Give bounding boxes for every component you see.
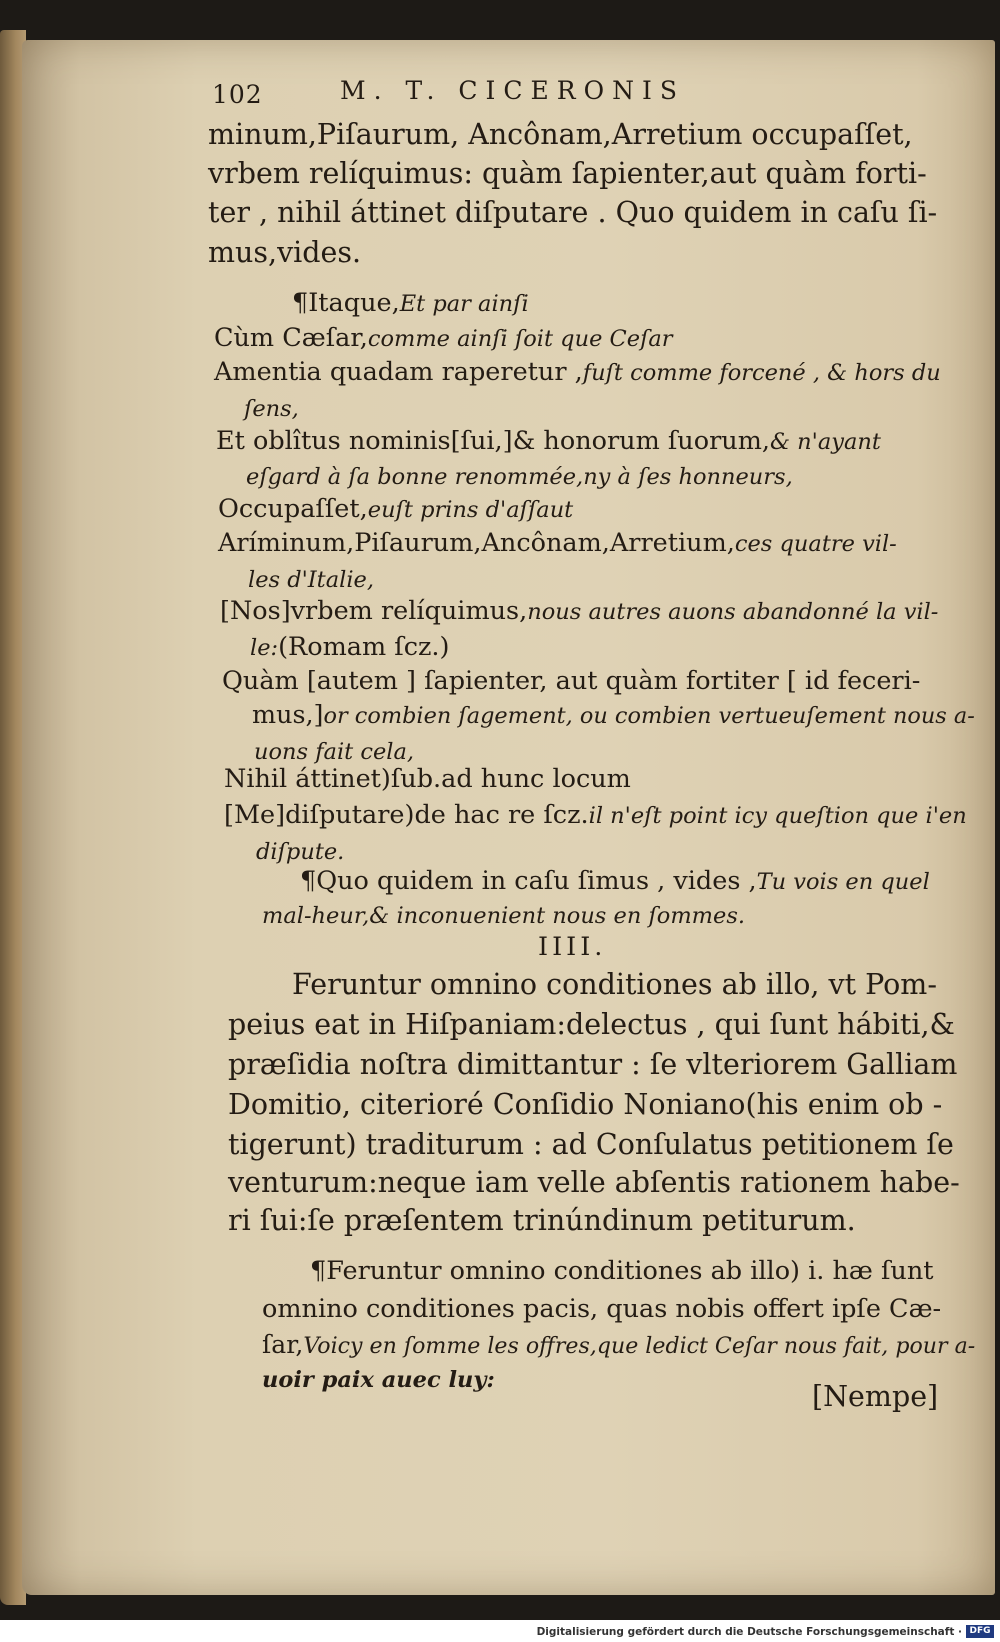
exposition-line: Amentia quadam raperetur ,fuſt comme forcené , & hors du (214, 357, 941, 387)
running-title: M. T. CICERONIS (340, 76, 685, 105)
exposition-line: Cùm Cæſar,comme ainſi ſoit que Ceſar (214, 323, 673, 353)
paragraph-line: tigerunt) traditurum : ad Conſulatus petitionem ſe (228, 1128, 954, 1161)
exposition-line: le:(Romam ſcz.) (250, 632, 450, 662)
exposition-line: [Me]diſputare)de hac re ſcz.il n'eſt point icy queſtion que i'en (224, 800, 967, 830)
paragraph-line: præſidia noſtra dimittantur : ſe vlteriorem Galliam (228, 1048, 958, 1081)
exposition-line: mal-heur,& inconuenient nous en ſommes. (262, 903, 746, 929)
exposition-line: uons fait cela, (254, 739, 415, 765)
commentary-line: omnino conditiones pacis, quas nobis offert ipſe Cæ- (262, 1294, 942, 1324)
paragraph-line: ri ſui:ſe præſentem trinúndinum petiturum. (228, 1204, 856, 1237)
body-line: mus,vides. (208, 236, 362, 269)
paragraph-line: venturum:neque iam velle abſentis rationem habe- (228, 1166, 960, 1199)
exposition-line: Et oblîtus nominis[ſui,]& honorum ſuorum,& n'ayant (216, 426, 881, 456)
exposition-line: ſens, (244, 396, 299, 422)
page-number: 102 (212, 80, 263, 109)
commentary-line: uoir paix auec luy: (262, 1367, 495, 1393)
dfg-logo-icon: DFG (966, 1625, 994, 1638)
body-line: minum,Piſaurum, Ancônam,Arretium occupaſſet, (208, 118, 913, 151)
exposition-line: ¶Itaque,Et par ainſi (292, 288, 529, 318)
exposition-line: Aríminum,Piſaurum,Ancônam,Arretium,ces quatre vil- (218, 528, 897, 558)
exposition-line: [Nos]vrbem relíquimus,nous autres auons abandonné la vil- (220, 596, 939, 626)
exposition-line: Nihil áttinet)ſub.ad hunc locum (224, 764, 631, 794)
commentary-line: ſar,Voicy en ſomme les offres,que ledict Ceſar nous fait, pour a- (262, 1330, 976, 1360)
exposition-line: eſgard à ſa bonne renommée,ny à ſes honneurs, (246, 464, 793, 490)
section-heading: IIII. (538, 932, 607, 962)
exposition-line: Occupaſſet,euſt prins d'aſſaut (218, 494, 574, 524)
funding-credit: Digitalisierung gefördert durch die Deutsche Forschungsgemeinschaft · (536, 1626, 962, 1638)
exposition-line: diſpute. (256, 839, 345, 865)
body-line: vrbem relíquimus: quàm ſapienter,aut quàm forti- (208, 157, 927, 190)
body-line: ter , nihil áttinet diſputare . Quo quidem in caſu ſi- (208, 196, 938, 229)
paragraph-line: Feruntur omnino conditiones ab illo, vt Pom- (292, 968, 937, 1001)
exposition-line: les d'Italie, (248, 567, 375, 593)
paragraph-line: Domitio, citerioré Conſidio Noniano(his enim ob - (228, 1088, 943, 1121)
exposition-line: mus,]or combien ſagement, ou combien vertueuſement nous a- (252, 700, 975, 730)
catchword: [Nempe] (812, 1380, 939, 1413)
exposition-line: ¶Quo quidem in caſu ſimus , vides ,Tu vois en quel (300, 866, 930, 896)
exposition-line: Quàm [autem ] ſapienter, aut quàm fortiter [ id feceri- (222, 666, 921, 696)
commentary-line: ¶Feruntur omnino conditiones ab illo) i. hæ ſunt (310, 1256, 934, 1286)
paragraph-line: peius eat in Hiſpaniam:delectus , qui ſunt hábiti,& (228, 1008, 955, 1041)
